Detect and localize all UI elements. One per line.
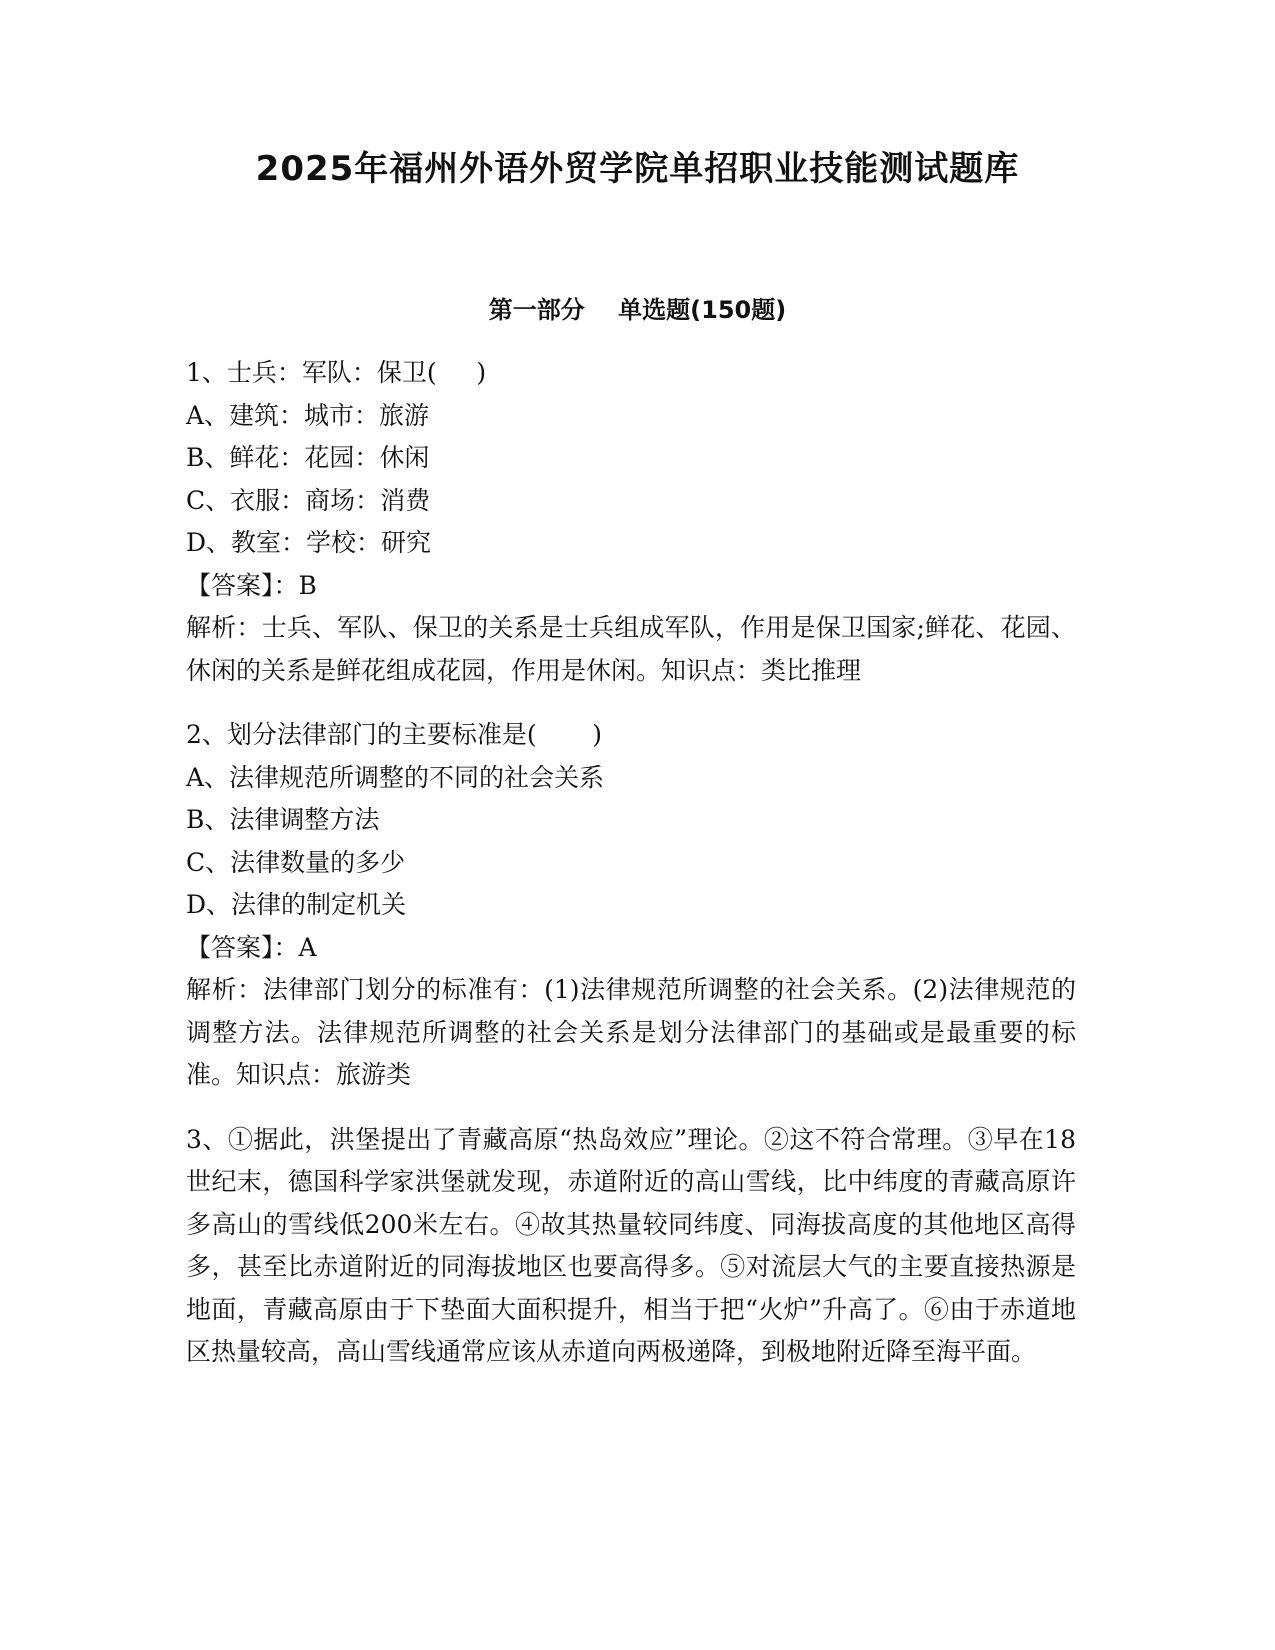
option-c: C、衣服：商场：消费 (186, 485, 431, 515)
question-3 (186, 1119, 1076, 1374)
question-stem: 3、①据此，洪堡提出了青藏高原“热岛效应”理论。②这不符合常理。③早在18世纪末，德国科学家洪堡就发现，赤道附近的高山雪线，比中纬度的青藏高原许多高山的雪线低200米左右。④故其热量较同纬度、同海拔高度的其他地区高得多，甚至比赤道附近的同海拔地区也要高得多。⑤对流层大气的主要直接热源是地面，青藏高原由于下垫面大面积提升，相当于把“火炉”升高了。⑥由于赤道地区热量较高，高山雪线通常应该从赤道向两极递降，到极地附近降至海平面。 (186, 1124, 1076, 1366)
option-a: A、建筑：城市：旅游 (186, 400, 430, 430)
option-b: B、鲜花：花园：休闲 (186, 443, 430, 472)
question-stem: 2、划分法律部门的主要标准是( ) (186, 720, 603, 749)
option-b: B、法律调整方法 (186, 805, 380, 834)
answer-label: 【答案】：A (186, 932, 317, 962)
answer-label: 【答案】：B (186, 570, 317, 600)
section-title: 第一部分 单选题(150题) (488, 296, 787, 324)
option-d: D、教室：学校：研究 (186, 528, 432, 557)
question-list (186, 352, 1076, 1396)
analysis-text: 解析：士兵、军队、保卫的关系是士兵组成军队，作用是保卫国家;鲜花、花园、休闲的关系是鲜花组成花园，作用是休闲。知识点：类比推理 (186, 613, 1076, 685)
question-stem: 1、士兵：军队：保卫( ) (186, 358, 487, 387)
document-title: 2025年福州外语外贸学院单招职业技能测试题库 (255, 149, 1020, 189)
option-c: C、法律数量的多少 (186, 847, 406, 877)
question-1 (186, 352, 1076, 692)
question-2 (186, 714, 1076, 1097)
analysis-text: 解析：法律部门划分的标准有：(1)法律规范所调整的社会关系。(2)法律规范的调整方法。法律规范所调整的社会关系是划分法律部门的基础或是最重要的标准。知识点：旅游类 (186, 975, 1076, 1089)
option-a: A、法律规范所调整的不同的社会关系 (186, 762, 605, 792)
option-d: D、法律的制定机关 (186, 890, 407, 919)
